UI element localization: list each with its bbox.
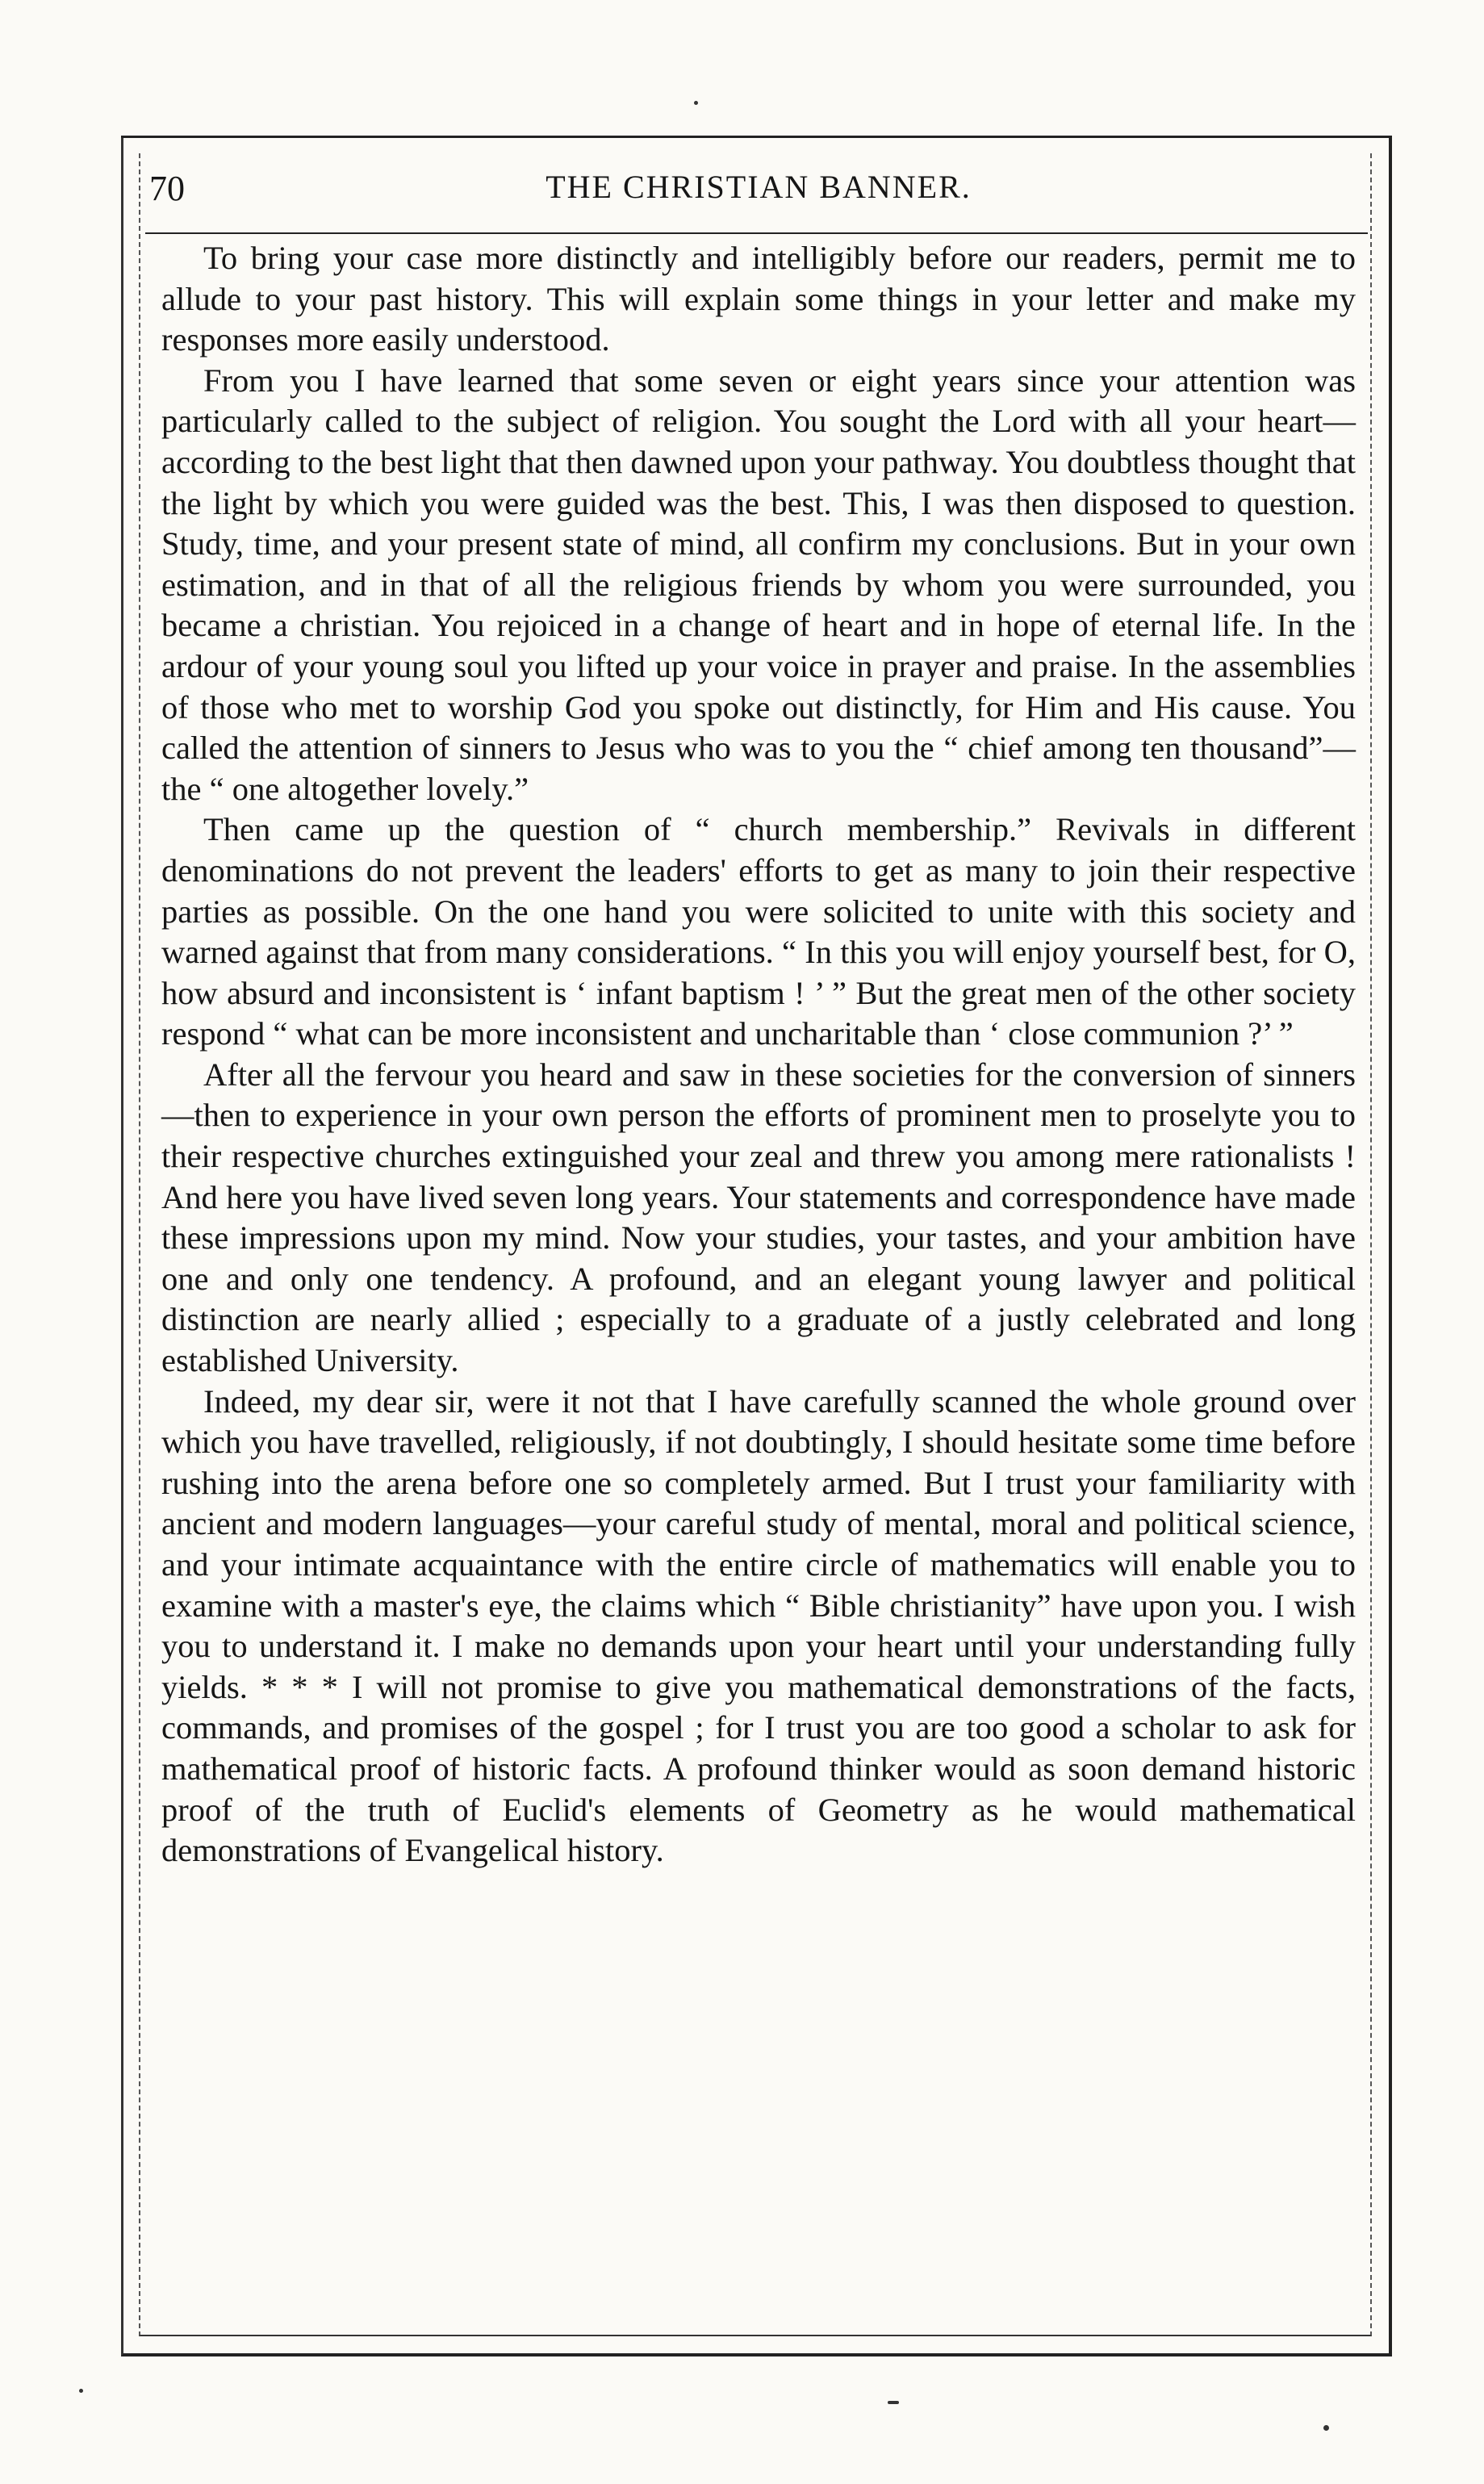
journal-title: THE CHRISTIAN BANNER. — [546, 169, 972, 205]
page-number: 70 — [149, 169, 185, 208]
article-body — [161, 238, 1356, 1871]
speck — [79, 2389, 83, 2393]
paragraph-1: To bring your case more distinctly and intelligibly before our readers, permit me to allude to your past history. This will explain some things in your letter and make my responses more easily understood. — [161, 240, 1356, 358]
paragraph-2: From you I have learned that some seven or eight years since your attention was particularly called to the subject of religion. You sought the Lord with all your heart—according to the best light that then dawned upon your pathway. You doubtless thought that the light by which you were guided was the best. This, I was then disposed to question. Study, time, and your present state of mind, all confirm my conclusions. But in your own estimation, and in that of all the religious friends by whom you were surrounded, you became a christian. You rejoiced in a change of heart and in hope of eternal life. In the ardour of your young soul you lifted up your voice in prayer and praise. In the assemblies of those who met to worship God you spoke out distinctly, for Him and His cause. You called the attention of sinners to Jesus who was to you the “ chief among ten thousand”—the “ one altogether lovely.” — [161, 362, 1356, 807]
paragraph-5: Indeed, my dear sir, were it not that I have carefully scanned the whole ground over which you have travelled, religiously, if not doubtingly, I should hesitate some time before rushing into the arena before one so completely armed. But I trust your familiarity with ancient and modern languages—your careful study of mental, moral and political science, and your intimate acquaintance with the entire circle of mathematics will enable you to examine with a master's eye, the claims which “ Bible christianity” have upon you. I wish you to understand it. I make no demands upon your heart until your understanding fully yields. * * * I will not promise to give you mathematical demonstrations of the facts, commands, and promises of the gospel ; for I trust you are too good a scholar to ask for mathematical proof of historic facts. A profound thinker would as soon demand historic proof of the truth of Euclid's elements of Geometry as he would mathematical demonstrations of Evangelical history. — [161, 1382, 1356, 1869]
speck — [694, 101, 698, 105]
speck — [1323, 2425, 1329, 2431]
paragraph-4: After all the fervour you heard and saw in these societies for the conversion of sinners—then to experience in your own person the efforts of prominent men to proselyte you to their respective churches extinguished your zeal and threw you among mere rationalists ! And here you have lived seven long years. Your statements and correspondence have made these impressions upon my mind. Now your studies, your tastes, and your ambition have one and only one tendency. A profound, and an elegant young lawyer and political distinction are nearly allied ; especially to a graduate of a justly celebrated and long established University. — [161, 1056, 1356, 1379]
paragraph-3: Then came up the question of “ church membership.” Revivals in different denominations do not prevent the leaders' efforts to get as many to join their respective parties as possible. On the one hand you were solicited to unite with this society and warned against that from many considerations. “ In this you will enjoy yourself best, for O, how absurd and inconsistent is ‘ infant baptism ! ’ ” But the great men of the other society respond “ what can be more inconsistent and uncharitable than ‘ close communion ?’ ” — [161, 811, 1356, 1052]
running-header — [149, 168, 1368, 224]
top-rule — [121, 136, 1392, 138]
header-rule — [145, 232, 1368, 234]
speck — [888, 2401, 899, 2404]
